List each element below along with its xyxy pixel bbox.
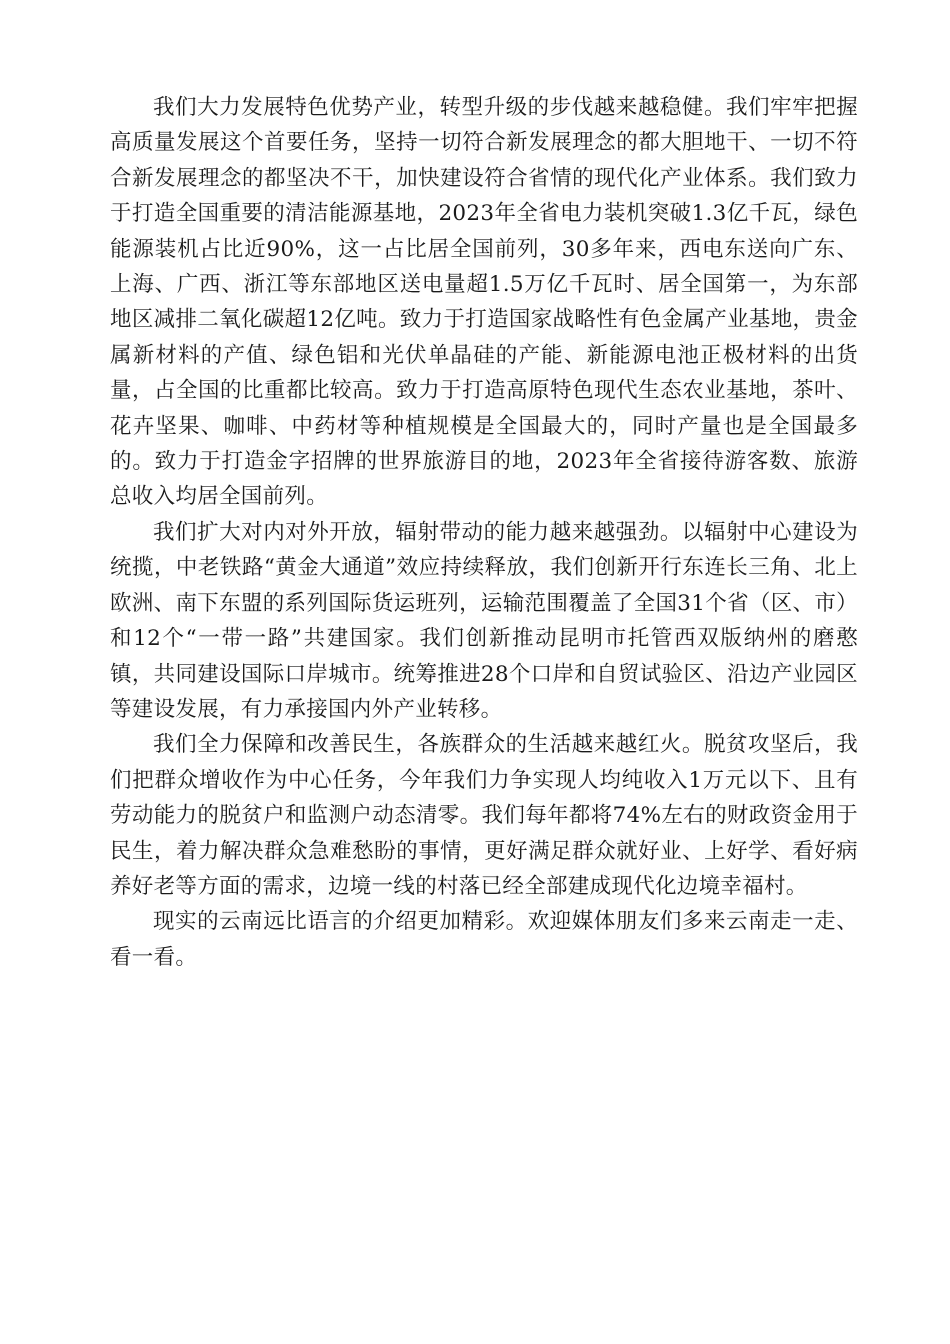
paragraph-industry: 我们大力发展特色优势产业，转型升级的步伐越来越稳健。我们牢牢把握高质量发展这个首要任务，坚持一切符合新发展理念的都大胆地干、一切不符合新发展理念的都坚决不干，加快建设符合省情的现代化产业体系。我们致力于打造全国重要的清洁能源基地，2023年全省电力装机突破1.3亿千瓦，绿色能源装机占比近90%，这一占比居全国前列，30多年来，西电东送向广东、上海、广西、浙江等东部地区送电量超1.5万亿千瓦时、居全国第一，为东部地区减排二氧化碳超12亿吨。致力于打造国家战略性有色金属产业基地，贵金属新材料的产值、绿色铝和光伏单晶硅的产能、新能源电池正极材料的出货量，占全国的比重都比较高。致力于打造高原特色现代生态农业基地，茶叶、花卉坚果、咖啡、中药材等种植规模是全国最大的，同时产量也是全国最多的。致力于打造金字招牌的世界旅游目的地，2023年全省接待游客数、旅游总收入均居全国前列。 <box>110 95 858 510</box>
paragraph-livelihood: 我们全力保障和改善民生，各族群众的生活越来越红火。脱贫攻坚后，我们把群众增收作为中心任务，今年我们力争实现人均纯收入1万元以下、且有劳动能力的脱贫户和监测户动态清零。我们每年都将74%左右的财政资金用于民生，着力解决群众急难愁盼的事情，更好满足群众就好业、上好学、看好病养好老等方面的需求，边境一线的村落已经全部建成现代化边境幸福村。 <box>110 732 858 899</box>
document-body <box>110 90 858 975</box>
paragraph-closing: 现实的云南远比语言的介绍更加精彩。欢迎媒体朋友们多来云南走一走、看一看。 <box>110 909 858 970</box>
paragraph-opening-up: 我们扩大对内对外开放，辐射带动的能力越来越强劲。以辐射中心建设为统揽，中老铁路“黄金大通道”效应持续释放，我们创新开行东连长三角、北上欧洲、南下东盟的系列国际货运班列，运输范围覆盖了全国31个省（区、市）和12个“一带一路”共建国家。我们创新推动昆明市托管西双版纳州的磨憨镇，共同建设国际口岸城市。统筹推进28个口岸和自贸试验区、沿边产业园区等建设发展，有力承接国内外产业转移。 <box>110 519 858 722</box>
